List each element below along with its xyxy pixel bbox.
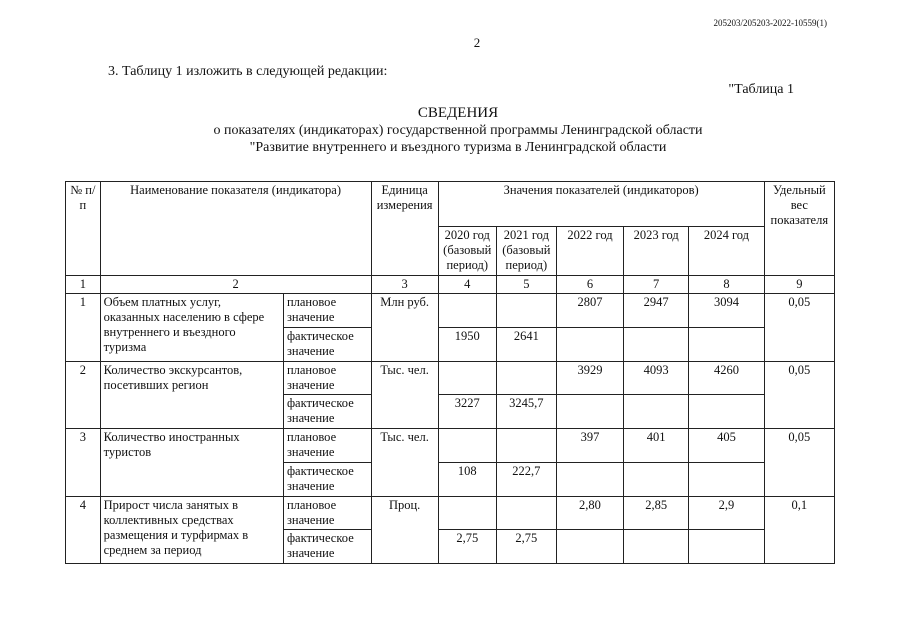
indicator-name: Количество экскурсантов, посетивших регион [100, 361, 283, 428]
plan-value: 3094 [689, 294, 764, 328]
column-number: 2 [100, 275, 371, 293]
fact-value [556, 395, 623, 429]
column-number: 8 [689, 275, 764, 293]
plan-value [438, 429, 496, 463]
fact-value [624, 462, 689, 496]
plan-value [496, 361, 556, 395]
fact-value [689, 462, 764, 496]
unit-cell: Тыс. чел. [371, 429, 438, 496]
column-number-row [66, 275, 835, 293]
indicator-name: Прирост числа занятых в коллективных средствах размещения и турфирмах в среднем за период [100, 496, 283, 563]
plan-value [496, 429, 556, 463]
column-number: 5 [496, 275, 556, 293]
fact-value: 1950 [438, 328, 496, 362]
unit-cell: Млн руб. [371, 294, 438, 361]
document-heading [0, 105, 899, 156]
header-weight: Удельный вес показателя [764, 182, 834, 276]
header-unit: Единица измерения [371, 182, 438, 276]
fact-value: 222,7 [496, 462, 556, 496]
heading-title: СВЕДЕНИЯ [417, 105, 499, 121]
column-number: 4 [438, 275, 496, 293]
fact-value [624, 328, 689, 362]
plan-label: плановое значение [283, 429, 371, 463]
unit-cell: Тыс. чел. [371, 361, 438, 428]
indicators-table [65, 181, 835, 564]
plan-value [496, 496, 556, 530]
indicator-row-plan [66, 294, 835, 328]
row-number: 1 [66, 294, 101, 361]
row-number: 3 [66, 429, 101, 496]
indicator-name: Количество иностранных туристов [100, 429, 283, 496]
plan-value: 3929 [556, 361, 623, 395]
fact-value [689, 530, 764, 564]
plan-value: 2,9 [689, 496, 764, 530]
year-header: 2021 год (базовый период) [496, 226, 556, 275]
plan-value [438, 294, 496, 328]
fact-label: фактическое значение [283, 395, 371, 429]
unit-cell: Проц. [371, 496, 438, 563]
fact-value: 3227 [438, 395, 496, 429]
weight-cell: 0,1 [764, 496, 834, 563]
column-number: 9 [764, 275, 834, 293]
heading-program-name: "Развитие внутреннего и въездного туризма в Ленинградской области [249, 140, 667, 155]
plan-value [438, 496, 496, 530]
header-row [66, 182, 835, 227]
plan-value: 4093 [624, 361, 689, 395]
fact-value: 2641 [496, 328, 556, 362]
fact-value [624, 395, 689, 429]
header-indicator-name: Наименование показателя (индикатора) [100, 182, 371, 276]
year-header: 2023 год [624, 226, 689, 275]
row-number: 2 [66, 361, 101, 428]
fact-value [624, 530, 689, 564]
weight-cell: 0,05 [764, 429, 834, 496]
fact-value: 3245,7 [496, 395, 556, 429]
plan-label: плановое значение [283, 496, 371, 530]
fact-value [556, 462, 623, 496]
table-label: "Таблица 1 [728, 82, 794, 97]
fact-value [556, 328, 623, 362]
plan-value: 397 [556, 429, 623, 463]
column-number: 3 [371, 275, 438, 293]
fact-label: фактическое значение [283, 462, 371, 496]
fact-value: 2,75 [438, 530, 496, 564]
column-number: 6 [556, 275, 623, 293]
indicator-row-plan [66, 429, 835, 463]
plan-value: 405 [689, 429, 764, 463]
row-number: 4 [66, 496, 101, 563]
header-values: Значения показателей (индикаторов) [438, 182, 764, 227]
fact-label: фактическое значение [283, 328, 371, 362]
weight-cell: 0,05 [764, 294, 834, 361]
column-number: 7 [624, 275, 689, 293]
plan-value: 2807 [556, 294, 623, 328]
document-id: 205203/205203-2022-10559(1) [713, 18, 827, 28]
fact-value [556, 530, 623, 564]
indicator-row-plan [66, 496, 835, 530]
plan-value: 4260 [689, 361, 764, 395]
plan-value: 2,85 [624, 496, 689, 530]
plan-value: 2,80 [556, 496, 623, 530]
column-number: 1 [66, 275, 101, 293]
plan-value: 401 [624, 429, 689, 463]
year-header: 2022 год [556, 226, 623, 275]
plan-value [496, 294, 556, 328]
fact-value: 2,75 [496, 530, 556, 564]
plan-value: 2947 [624, 294, 689, 328]
plan-label: плановое значение [283, 294, 371, 328]
fact-value: 108 [438, 462, 496, 496]
header-number: № п/п [66, 182, 101, 276]
year-header: 2024 год [689, 226, 764, 275]
fact-label: фактическое значение [283, 530, 371, 564]
page-number: 2 [473, 35, 481, 50]
plan-value [438, 361, 496, 395]
heading-subtitle: о показателях (индикаторах) государственной программы Ленинградской области [213, 123, 703, 138]
year-header: 2020 год (базовый период) [438, 226, 496, 275]
indicator-row-plan [66, 361, 835, 395]
fact-value [689, 328, 764, 362]
indicator-name: Объем платных услуг, оказанных населению в сфере внутреннего и въездного туризма [100, 294, 283, 361]
fact-value [689, 395, 764, 429]
weight-cell: 0,05 [764, 361, 834, 428]
intro-text: 3. Таблицу 1 изложить в следующей редакции: [108, 64, 388, 79]
plan-label: плановое значение [283, 361, 371, 395]
